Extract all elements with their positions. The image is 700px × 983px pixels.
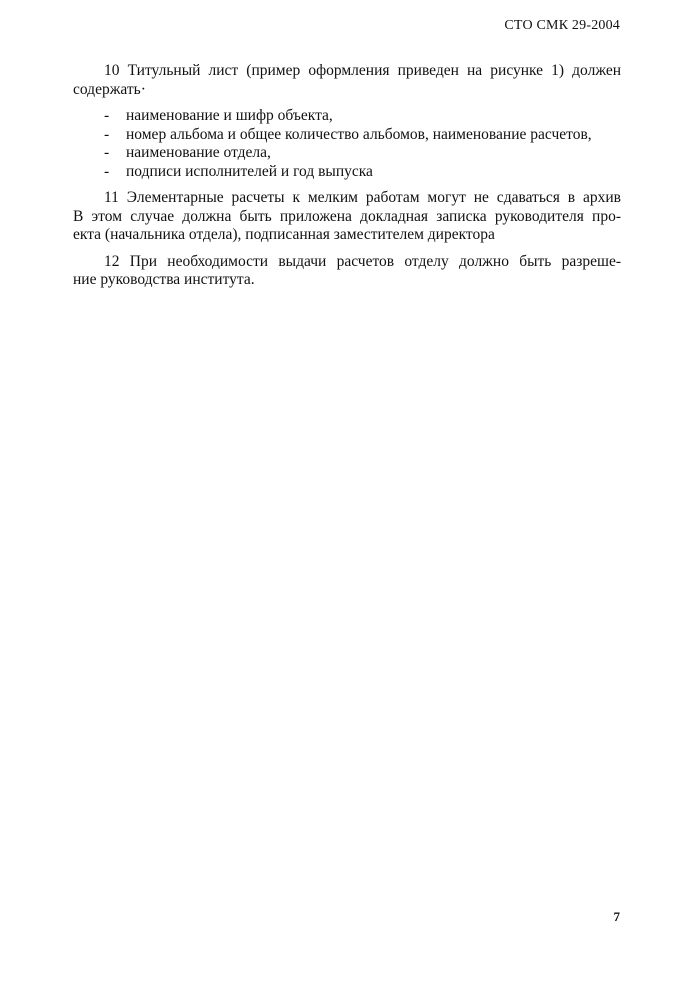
list-marker: - <box>104 125 110 143</box>
list-item-text: подписи исполнителей и год выпуска <box>126 162 373 180</box>
paragraph-11-line-3: екта (начальника отдела), подписанная заместителем директора <box>73 226 495 243</box>
list-item <box>73 107 621 126</box>
list-marker: - <box>104 162 110 180</box>
paragraph-12-line-2: ние руководства института. <box>73 271 255 288</box>
paragraph-12 <box>73 253 621 290</box>
paragraph-10 <box>73 62 621 99</box>
list-item <box>73 144 621 163</box>
list-marker: - <box>104 107 110 124</box>
list-item <box>73 126 621 145</box>
paragraph-10-line-1: 10 Титульный лист (пример оформления приведен на рисунке 1) должен <box>104 62 621 79</box>
paragraph-11-line-1: 11 Элементарные расчеты к мелким работам могут не сдаваться в архив <box>104 189 621 206</box>
paragraph-11 <box>73 189 621 245</box>
page-number: 7 <box>613 909 620 924</box>
title-sheet-contents-list <box>73 107 621 181</box>
list-marker: - <box>104 144 110 161</box>
list-item-text: номер альбома и общее количество альбомов, наименование расчетов, <box>126 125 592 143</box>
list-item-text: наименование и шифр объекта, <box>126 107 333 124</box>
list-item <box>73 163 621 182</box>
paragraph-11-line-2: В этом случае должна быть приложена докладная записка руководителя про- <box>73 207 621 225</box>
document-code-header: СТО СМК 29-2004 <box>504 18 620 33</box>
document-body <box>73 62 621 298</box>
list-item-text: наименование отдела, <box>126 144 271 161</box>
paragraph-12-line-1: 12 При необходимости выдачи расчетов отделу должно быть разреше- <box>104 252 621 270</box>
paragraph-10-line-2: содержать· <box>73 80 146 98</box>
